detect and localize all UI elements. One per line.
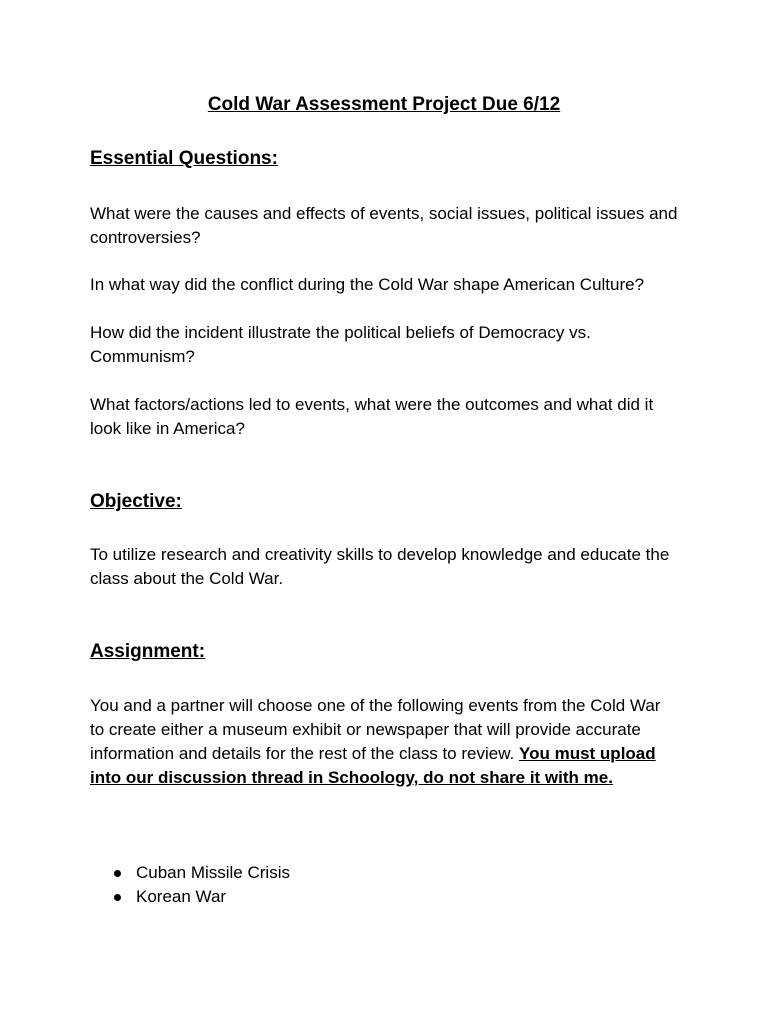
- list-item: [90, 861, 290, 885]
- objective-heading: Objective:: [90, 491, 182, 512]
- list-item: [90, 885, 290, 909]
- event-label: Cuban Missile Crisis: [136, 863, 290, 882]
- essential-question-2: In what way did the conflict during the Cold War shape American Culture?: [90, 275, 645, 294]
- document-title: Cold War Assessment Project Due 6/12: [207, 94, 561, 115]
- assignment-description: You and a partner will choose one of the following events from the Cold War to create either a museum exhibit or newspaper that will provide accurate information and details for the rest of the class to review.: [90, 696, 661, 763]
- assignment-heading: Assignment:: [90, 641, 206, 662]
- event-label: Korean War: [136, 887, 227, 906]
- essential-question-1: What were the causes and effects of events, social issues, political issues and controversies?: [90, 204, 678, 247]
- objective-text: To utilize research and creativity skills to develop knowledge and educate the class about the Cold War.: [90, 545, 670, 588]
- bullet-icon: [114, 870, 121, 877]
- essential-question-3: How did the incident illustrate the political beliefs of Democracy vs. Communism?: [90, 323, 591, 366]
- bullet-icon: [114, 894, 121, 901]
- assignment-emphasis: You must upload into our discussion thread in Schoology, do not share it with me.: [90, 744, 656, 787]
- assignment-text: [90, 694, 678, 790]
- essential-questions-heading: Essential Questions:: [90, 148, 278, 169]
- essential-question-4: What factors/actions led to events, what were the outcomes and what did it look like in America?: [90, 395, 654, 438]
- events-list: [90, 861, 290, 909]
